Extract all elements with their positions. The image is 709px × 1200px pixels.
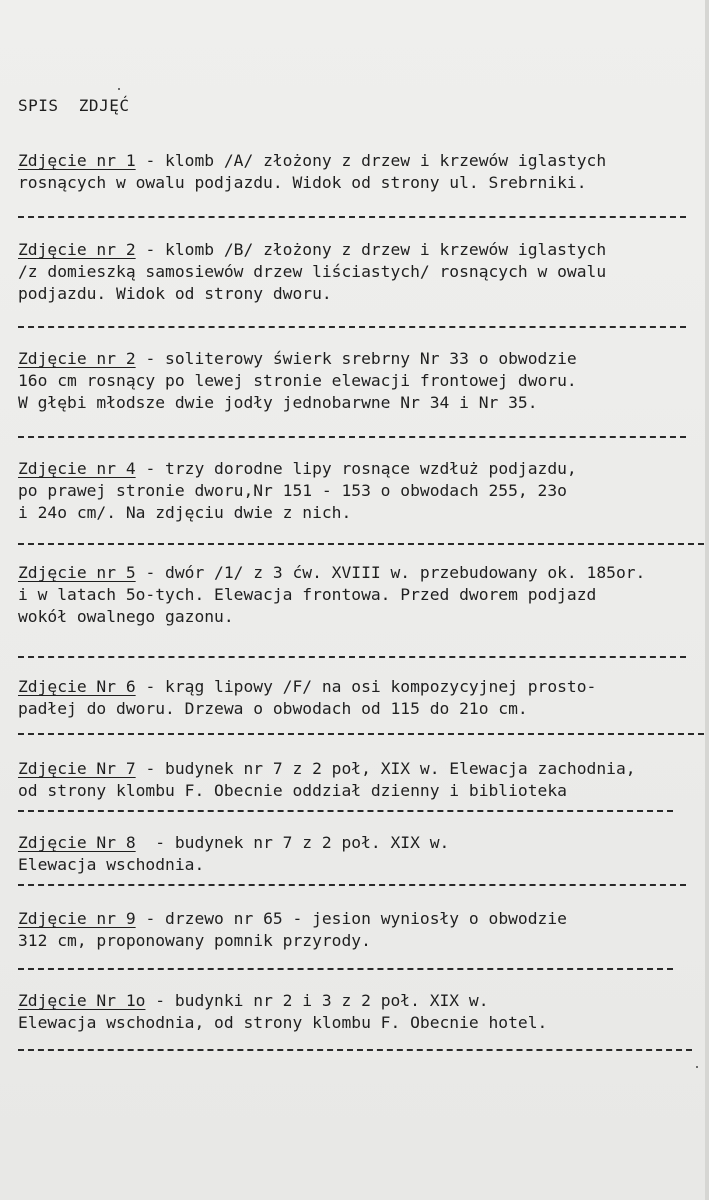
entry-label: Zdjęcie nr 5 [18, 563, 136, 582]
entry-text: /z domieszką samosiewów drzew liściastych/ rosnących w owalu [18, 262, 607, 281]
entry-text: od strony klombu F. Obecnie oddział dzienny i biblioteka [18, 781, 567, 800]
entry-label: Zdjęcie nr 1 [18, 151, 136, 170]
entry-text: 312 cm, proponowany pomnik przyrody. [18, 931, 371, 950]
entry-text: - budynek nr 7 z 2 poł, XIX w. Elewacja zachodnia, [135, 759, 636, 778]
entry-text: padłej do dworu. Drzewa o obwodach od 115 do 21o cm. [18, 699, 528, 718]
ink-speck [696, 1066, 698, 1068]
entry-text: po prawej stronie dworu,Nr 151 - 153 o obwodach 255, 23o [18, 481, 567, 500]
entry-text: - klomb /A/ złożony z drzew i krzewów iglastych [135, 151, 607, 170]
entry-label: Zdjęcie nr 2 [18, 349, 136, 368]
entry-label: Zdjęcie Nr 1o [18, 991, 146, 1010]
separator-line [18, 733, 704, 735]
separator-line [18, 436, 686, 438]
separator-line [18, 810, 673, 812]
entry-text: podjazdu. Widok od strony dworu. [18, 284, 332, 303]
entry-text: - budynek nr 7 z 2 poł. XIX w. [135, 833, 450, 852]
entry-text: - drzewo nr 65 - jesion wyniosły o obwodzie [135, 909, 567, 928]
entry-text: - budynki nr 2 i 3 z 2 poł. XIX w. [145, 991, 489, 1010]
separator-line [18, 1049, 692, 1051]
entry-text: - klomb /B/ złożony z drzew i krzewów iglastych [135, 240, 607, 259]
entry-text: Elewacja wschodnia, od strony klombu F. Obecnie hotel. [18, 1013, 548, 1032]
page-edge-shadow [705, 0, 709, 1200]
separator-line [18, 884, 686, 886]
photo-entry-2 [18, 239, 698, 305]
entry-text: - krąg lipowy /F/ na osi kompozycyjnej prosto- [135, 677, 597, 696]
separator-line [18, 216, 686, 218]
separator-line [18, 968, 673, 970]
photo-entry-10 [18, 990, 698, 1034]
photo-entry-5 [18, 562, 698, 628]
entry-text: 16o cm rosnący po lewej stronie elewacji frontowej dworu. [18, 371, 577, 390]
entry-text: wokół owalnego gazonu. [18, 607, 234, 626]
entry-label: Zdjęcie nr 9 [18, 909, 136, 928]
entry-text: W głębi młodsze dwie jodły jednobarwne Nr 34 i Nr 35. [18, 393, 538, 412]
entry-label: Zdjęcie Nr 8 [18, 833, 136, 852]
photo-entry-7 [18, 758, 698, 802]
entry-label: Zdjęcie Nr 6 [18, 677, 136, 696]
entry-label: Zdjęcie Nr 7 [18, 759, 136, 778]
photo-entry-4 [18, 458, 698, 524]
photo-entry-9 [18, 908, 698, 952]
photo-entry-8 [18, 832, 698, 876]
entry-label: Zdjęcie nr 2 [18, 240, 136, 259]
entry-text: - soliterowy świerk srebrny Nr 33 o obwodzie [135, 349, 577, 368]
separator-line [18, 656, 686, 658]
photo-entry-1 [18, 150, 698, 194]
separator-line [18, 326, 686, 328]
separator-line [18, 543, 704, 545]
entry-text: i 24o cm/. Na zdjęciu dwie z nich. [18, 503, 352, 522]
photo-entry-6 [18, 676, 698, 720]
photo-entry-3 [18, 348, 698, 414]
document-heading: SPIS ZDJĘĆ [18, 96, 130, 115]
ink-speck [118, 88, 120, 90]
entry-text: rosnących w owalu podjazdu. Widok od strony ul. Srebrniki. [18, 173, 587, 192]
entry-text: i w latach 5o-tych. Elewacja frontowa. Przed dworem podjazd [18, 585, 597, 604]
entry-text: Elewacja wschodnia. [18, 855, 205, 874]
entry-text: - trzy dorodne lipy rosnące wzdłuż podjazdu, [135, 459, 577, 478]
entry-label: Zdjęcie nr 4 [18, 459, 136, 478]
entry-text: - dwór /1/ z 3 ćw. XVIII w. przebudowany ok. 185or. [135, 563, 646, 582]
